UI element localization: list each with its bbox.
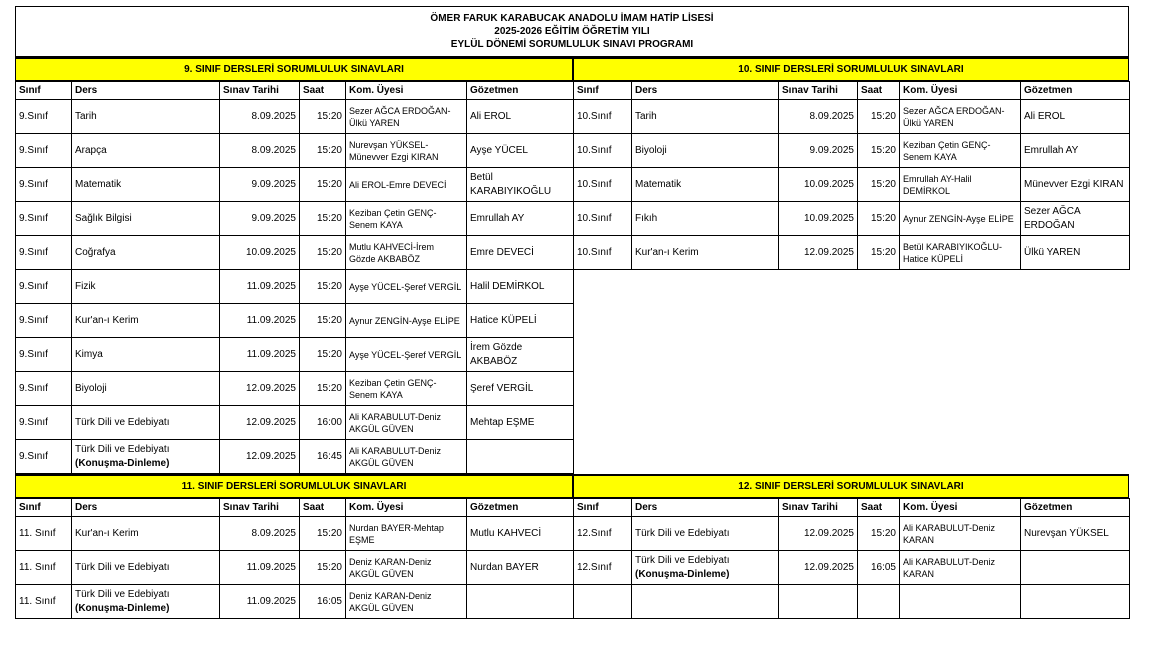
proctor-cell: Emrullah AY	[467, 202, 574, 236]
lesson-cell: Tarih	[72, 100, 220, 134]
column-header-saat: Saat	[300, 499, 346, 517]
proctor-cell: Emre DEVECİ	[467, 236, 574, 270]
time-cell: 16:00	[300, 406, 346, 440]
column-header-ders: Ders	[632, 82, 779, 100]
class-cell: 11. Sınıf	[16, 551, 72, 585]
proctor-cell: Şeref VERGİL	[467, 372, 574, 406]
column-header-kom: Kom. Üyesi	[900, 499, 1021, 517]
class-cell: 9.Sınıf	[16, 202, 72, 236]
lesson-cell	[72, 585, 220, 619]
committee-cell: Mutlu KAHVECİ-İrem Gözde AKBABÖZ	[346, 236, 467, 270]
committee-cell: Aynur ZENGİN-Ayşe ELİPE	[900, 202, 1021, 236]
date-cell: 12.09.2025	[220, 406, 300, 440]
time-cell: 15:20	[300, 517, 346, 551]
time-cell: 15:20	[300, 168, 346, 202]
table-row	[574, 585, 1130, 619]
time-cell: 15:20	[300, 236, 346, 270]
class-cell: 10.Sınıf	[574, 202, 632, 236]
time-cell: 15:20	[300, 100, 346, 134]
class-cell: 11. Sınıf	[16, 517, 72, 551]
lesson-cell: Biyoloji	[632, 134, 779, 168]
date-cell: 8.09.2025	[779, 100, 858, 134]
column-header-cls: Sınıf	[574, 499, 632, 517]
date-cell: 8.09.2025	[220, 517, 300, 551]
table-row	[16, 100, 574, 134]
time-cell: 15:20	[858, 202, 900, 236]
date-cell: 12.09.2025	[220, 440, 300, 474]
committee-cell: Nurdan BAYER-Mehtap EŞME	[346, 517, 467, 551]
proctor-cell: Hatice KÜPELİ	[467, 304, 574, 338]
proctor-cell: Ülkü YAREN	[1021, 236, 1130, 270]
committee-cell: Nurevşan YÜKSEL-Münevver Ezgi KIRAN	[346, 134, 467, 168]
date-cell: 9.09.2025	[220, 202, 300, 236]
date-cell: 11.09.2025	[220, 551, 300, 585]
column-header-goz: Gözetmen	[1021, 499, 1130, 517]
class-cell: 9.Sınıf	[16, 338, 72, 372]
lesson-cell: Türk Dili ve Edebiyatı	[632, 517, 779, 551]
proctor-cell: Sezer AĞCA ERDOĞAN	[1021, 202, 1130, 236]
date-cell: 10.09.2025	[779, 202, 858, 236]
column-header-saat: Saat	[858, 499, 900, 517]
lesson-cell: Türk Dili ve Edebiyatı	[72, 406, 220, 440]
lesson-cell: Biyoloji	[72, 372, 220, 406]
proctor-cell	[467, 440, 574, 474]
committee-cell: Sezer AĞCA ERDOĞAN-Ülkü YAREN	[900, 100, 1021, 134]
class-cell: 9.Sınıf	[16, 168, 72, 202]
class-cell: 10.Sınıf	[574, 134, 632, 168]
table-row	[574, 551, 1130, 585]
proctor-cell: Mehtap EŞME	[467, 406, 574, 440]
section-11-title: 11. SINIF DERSLERİ SORUMLULUK SINAVLARI	[15, 474, 573, 498]
lesson-cell	[632, 585, 779, 619]
section-11-table	[15, 498, 574, 619]
date-cell: 8.09.2025	[220, 100, 300, 134]
lesson-name: Türk Dili ve Edebiyatı	[75, 588, 170, 600]
committee-cell: Keziban Çetin GENÇ-Senem KAYA	[900, 134, 1021, 168]
date-cell: 8.09.2025	[220, 134, 300, 168]
proctor-cell: Ayşe YÜCEL	[467, 134, 574, 168]
date-cell: 10.09.2025	[220, 236, 300, 270]
lesson-name: Türk Dili ve Edebiyatı	[635, 554, 730, 566]
school-name: ÖMER FARUK KARABUCAK ANADOLU İMAM HATİP LİSESİ	[430, 13, 714, 24]
time-cell: 15:20	[300, 304, 346, 338]
committee-cell: Ali KARABULUT-Deniz KARAN	[900, 551, 1021, 585]
date-cell: 12.09.2025	[779, 517, 858, 551]
proctor-cell: Nurdan BAYER	[467, 551, 574, 585]
time-cell: 15:20	[300, 372, 346, 406]
lesson-cell: Matematik	[632, 168, 779, 202]
date-cell	[779, 585, 858, 619]
section-12-table	[573, 498, 1130, 619]
column-header-saat: Saat	[300, 82, 346, 100]
committee-cell	[900, 585, 1021, 619]
academic-year: 2025-2026 EĞİTİM ÖĞRETİM YILI	[494, 26, 650, 37]
lesson-cell: Sağlık Bilgisi	[72, 202, 220, 236]
section-12-title: 12. SINIF DERSLERİ SORUMLULUK SINAVLARI	[573, 474, 1129, 498]
time-cell: 15:20	[300, 551, 346, 585]
date-cell: 11.09.2025	[220, 338, 300, 372]
column-header-kom: Kom. Üyesi	[346, 499, 467, 517]
column-header-goz: Gözetmen	[1021, 82, 1130, 100]
proctor-cell: Nurevşan YÜKSEL	[1021, 517, 1130, 551]
section-12	[573, 474, 1129, 619]
proctor-cell	[1021, 551, 1130, 585]
date-cell: 12.09.2025	[779, 551, 858, 585]
time-cell: 15:20	[858, 517, 900, 551]
committee-cell: Betül KARABIYIKOĞLU-Hatice KÜPELİ	[900, 236, 1021, 270]
committee-cell: Ayşe YÜCEL-Şeref VERGİL	[346, 338, 467, 372]
column-header-ders: Ders	[72, 499, 220, 517]
column-header-kom: Kom. Üyesi	[346, 82, 467, 100]
time-cell: 15:20	[858, 134, 900, 168]
class-cell: 9.Sınıf	[16, 406, 72, 440]
committee-cell: Sezer AĞCA ERDOĞAN-Ülkü YAREN	[346, 100, 467, 134]
table-row	[574, 134, 1130, 168]
proctor-cell: Münevver Ezgi KIRAN	[1021, 168, 1130, 202]
committee-cell: Ali EROL-Emre DEVECİ	[346, 168, 467, 202]
section-11	[15, 474, 573, 619]
date-cell: 11.09.2025	[220, 270, 300, 304]
proctor-cell: İrem Gözde AKBABÖZ	[467, 338, 574, 372]
lesson-cell: Coğrafya	[72, 236, 220, 270]
committee-cell: Deniz KARAN-Deniz AKGÜL GÜVEN	[346, 585, 467, 619]
column-header-ders: Ders	[632, 499, 779, 517]
class-cell: 12.Sınıf	[574, 551, 632, 585]
lesson-cell: Kur'an-ı Kerim	[72, 517, 220, 551]
table-row	[16, 440, 574, 474]
proctor-cell	[1021, 585, 1130, 619]
lesson-cell: Kimya	[72, 338, 220, 372]
column-header-cls: Sınıf	[574, 82, 632, 100]
section-9-table	[15, 81, 574, 474]
lesson-cell: Fizik	[72, 270, 220, 304]
table-row	[16, 202, 574, 236]
committee-cell: Deniz KARAN-Deniz AKGÜL GÜVEN	[346, 551, 467, 585]
committee-cell: Keziban Çetin GENÇ-Senem KAYA	[346, 372, 467, 406]
class-cell: 9.Sınıf	[16, 236, 72, 270]
proctor-cell: Mutlu KAHVECİ	[467, 517, 574, 551]
section-10-table	[573, 81, 1130, 270]
column-header-row	[574, 499, 1130, 517]
lesson-cell: Arapça	[72, 134, 220, 168]
lesson-cell: Türk Dili ve Edebiyatı	[72, 551, 220, 585]
class-cell: 12.Sınıf	[574, 517, 632, 551]
committee-cell: Keziban Çetin GENÇ-Senem KAYA	[346, 202, 467, 236]
column-header-row	[16, 82, 574, 100]
time-cell: 15:20	[300, 270, 346, 304]
proctor-cell: Emrullah AY	[1021, 134, 1130, 168]
time-cell: 15:20	[300, 338, 346, 372]
committee-cell: Aynur ZENGİN-Ayşe ELİPE	[346, 304, 467, 338]
time-cell: 16:05	[300, 585, 346, 619]
lesson-cell: Tarih	[632, 100, 779, 134]
proctor-cell: Ali EROL	[467, 100, 574, 134]
column-header-goz: Gözetmen	[467, 82, 574, 100]
lesson-cell: Matematik	[72, 168, 220, 202]
time-cell: 15:20	[858, 168, 900, 202]
column-header-cls: Sınıf	[16, 82, 72, 100]
section-9	[15, 57, 573, 474]
table-row	[574, 517, 1130, 551]
section-9-title: 9. SINIF DERSLERİ SORUMLULUK SINAVLARI	[15, 57, 573, 81]
section-10-title: 10. SINIF DERSLERİ SORUMLULUK SINAVLARI	[573, 57, 1129, 81]
time-cell: 16:05	[858, 551, 900, 585]
column-header-tarih: Sınav Tarihi	[779, 82, 858, 100]
column-header-row	[574, 82, 1130, 100]
lesson-cell: Kur'an-ı Kerim	[72, 304, 220, 338]
class-cell: 9.Sınıf	[16, 440, 72, 474]
date-cell: 12.09.2025	[220, 372, 300, 406]
date-cell: 11.09.2025	[220, 304, 300, 338]
lesson-name: Türk Dili ve Edebiyatı	[75, 443, 170, 455]
program-title: EYLÜL DÖNEMİ SORUMLULUK SINAVI PROGRAMI	[450, 39, 694, 50]
time-cell: 15:20	[858, 236, 900, 270]
committee-cell: Ali KARABULUT-Deniz AKGÜL GÜVEN	[346, 406, 467, 440]
time-cell: 15:20	[858, 100, 900, 134]
class-cell: 9.Sınıf	[16, 372, 72, 406]
date-cell: 10.09.2025	[779, 168, 858, 202]
column-header-tarih: Sınav Tarihi	[220, 499, 300, 517]
class-cell: 9.Sınıf	[16, 304, 72, 338]
class-cell	[574, 585, 632, 619]
lesson-cell	[632, 551, 779, 585]
table-row	[16, 517, 574, 551]
lesson-cell: Fıkıh	[632, 202, 779, 236]
time-cell: 16:45	[300, 440, 346, 474]
committee-cell: Emrullah AY-Halil DEMİRKOL	[900, 168, 1021, 202]
table-row	[574, 168, 1130, 202]
table-row	[16, 406, 574, 440]
time-cell: 15:20	[300, 134, 346, 168]
class-cell: 10.Sınıf	[574, 236, 632, 270]
column-header-cls: Sınıf	[16, 499, 72, 517]
date-cell: 9.09.2025	[779, 134, 858, 168]
date-cell: 12.09.2025	[779, 236, 858, 270]
date-cell: 9.09.2025	[220, 168, 300, 202]
table-row	[16, 551, 574, 585]
lesson-subtitle: (Konuşma-Dinleme)	[75, 457, 170, 469]
proctor-cell: Ali EROL	[1021, 100, 1130, 134]
exam-schedule-sheet	[15, 6, 1129, 619]
time-cell	[858, 585, 900, 619]
column-header-row	[16, 499, 574, 517]
column-header-tarih: Sınav Tarihi	[779, 499, 858, 517]
table-row	[16, 338, 574, 372]
proctor-cell	[467, 585, 574, 619]
class-cell: 11. Sınıf	[16, 585, 72, 619]
table-row	[574, 236, 1130, 270]
table-row	[16, 304, 574, 338]
table-row	[16, 372, 574, 406]
sections-row-top	[15, 57, 1129, 474]
column-header-tarih: Sınav Tarihi	[220, 82, 300, 100]
table-row	[574, 202, 1130, 236]
class-cell: 9.Sınıf	[16, 270, 72, 304]
table-row	[574, 100, 1130, 134]
column-header-saat: Saat	[858, 82, 900, 100]
lesson-subtitle: (Konuşma-Dinleme)	[75, 602, 170, 614]
committee-cell: Ayşe YÜCEL-Şeref VERGİL	[346, 270, 467, 304]
section-10	[573, 57, 1129, 474]
class-cell: 10.Sınıf	[574, 100, 632, 134]
committee-cell: Ali KARABULUT-Deniz KARAN	[900, 517, 1021, 551]
table-row	[16, 585, 574, 619]
lesson-cell	[72, 440, 220, 474]
table-row	[16, 236, 574, 270]
table-row	[16, 134, 574, 168]
sections-row-bottom	[15, 474, 1129, 619]
column-header-goz: Gözetmen	[467, 499, 574, 517]
committee-cell: Ali KARABULUT-Deniz AKGÜL GÜVEN	[346, 440, 467, 474]
date-cell: 11.09.2025	[220, 585, 300, 619]
proctor-cell: Halil DEMİRKOL	[467, 270, 574, 304]
class-cell: 10.Sınıf	[574, 168, 632, 202]
document-title-block	[15, 6, 1129, 57]
table-row	[16, 270, 574, 304]
lesson-subtitle: (Konuşma-Dinleme)	[635, 568, 730, 580]
lesson-cell: Kur'an-ı Kerim	[632, 236, 779, 270]
time-cell: 15:20	[300, 202, 346, 236]
table-row	[16, 168, 574, 202]
proctor-cell: Betül KARABIYIKOĞLU	[467, 168, 574, 202]
class-cell: 9.Sınıf	[16, 100, 72, 134]
column-header-ders: Ders	[72, 82, 220, 100]
class-cell: 9.Sınıf	[16, 134, 72, 168]
column-header-kom: Kom. Üyesi	[900, 82, 1021, 100]
